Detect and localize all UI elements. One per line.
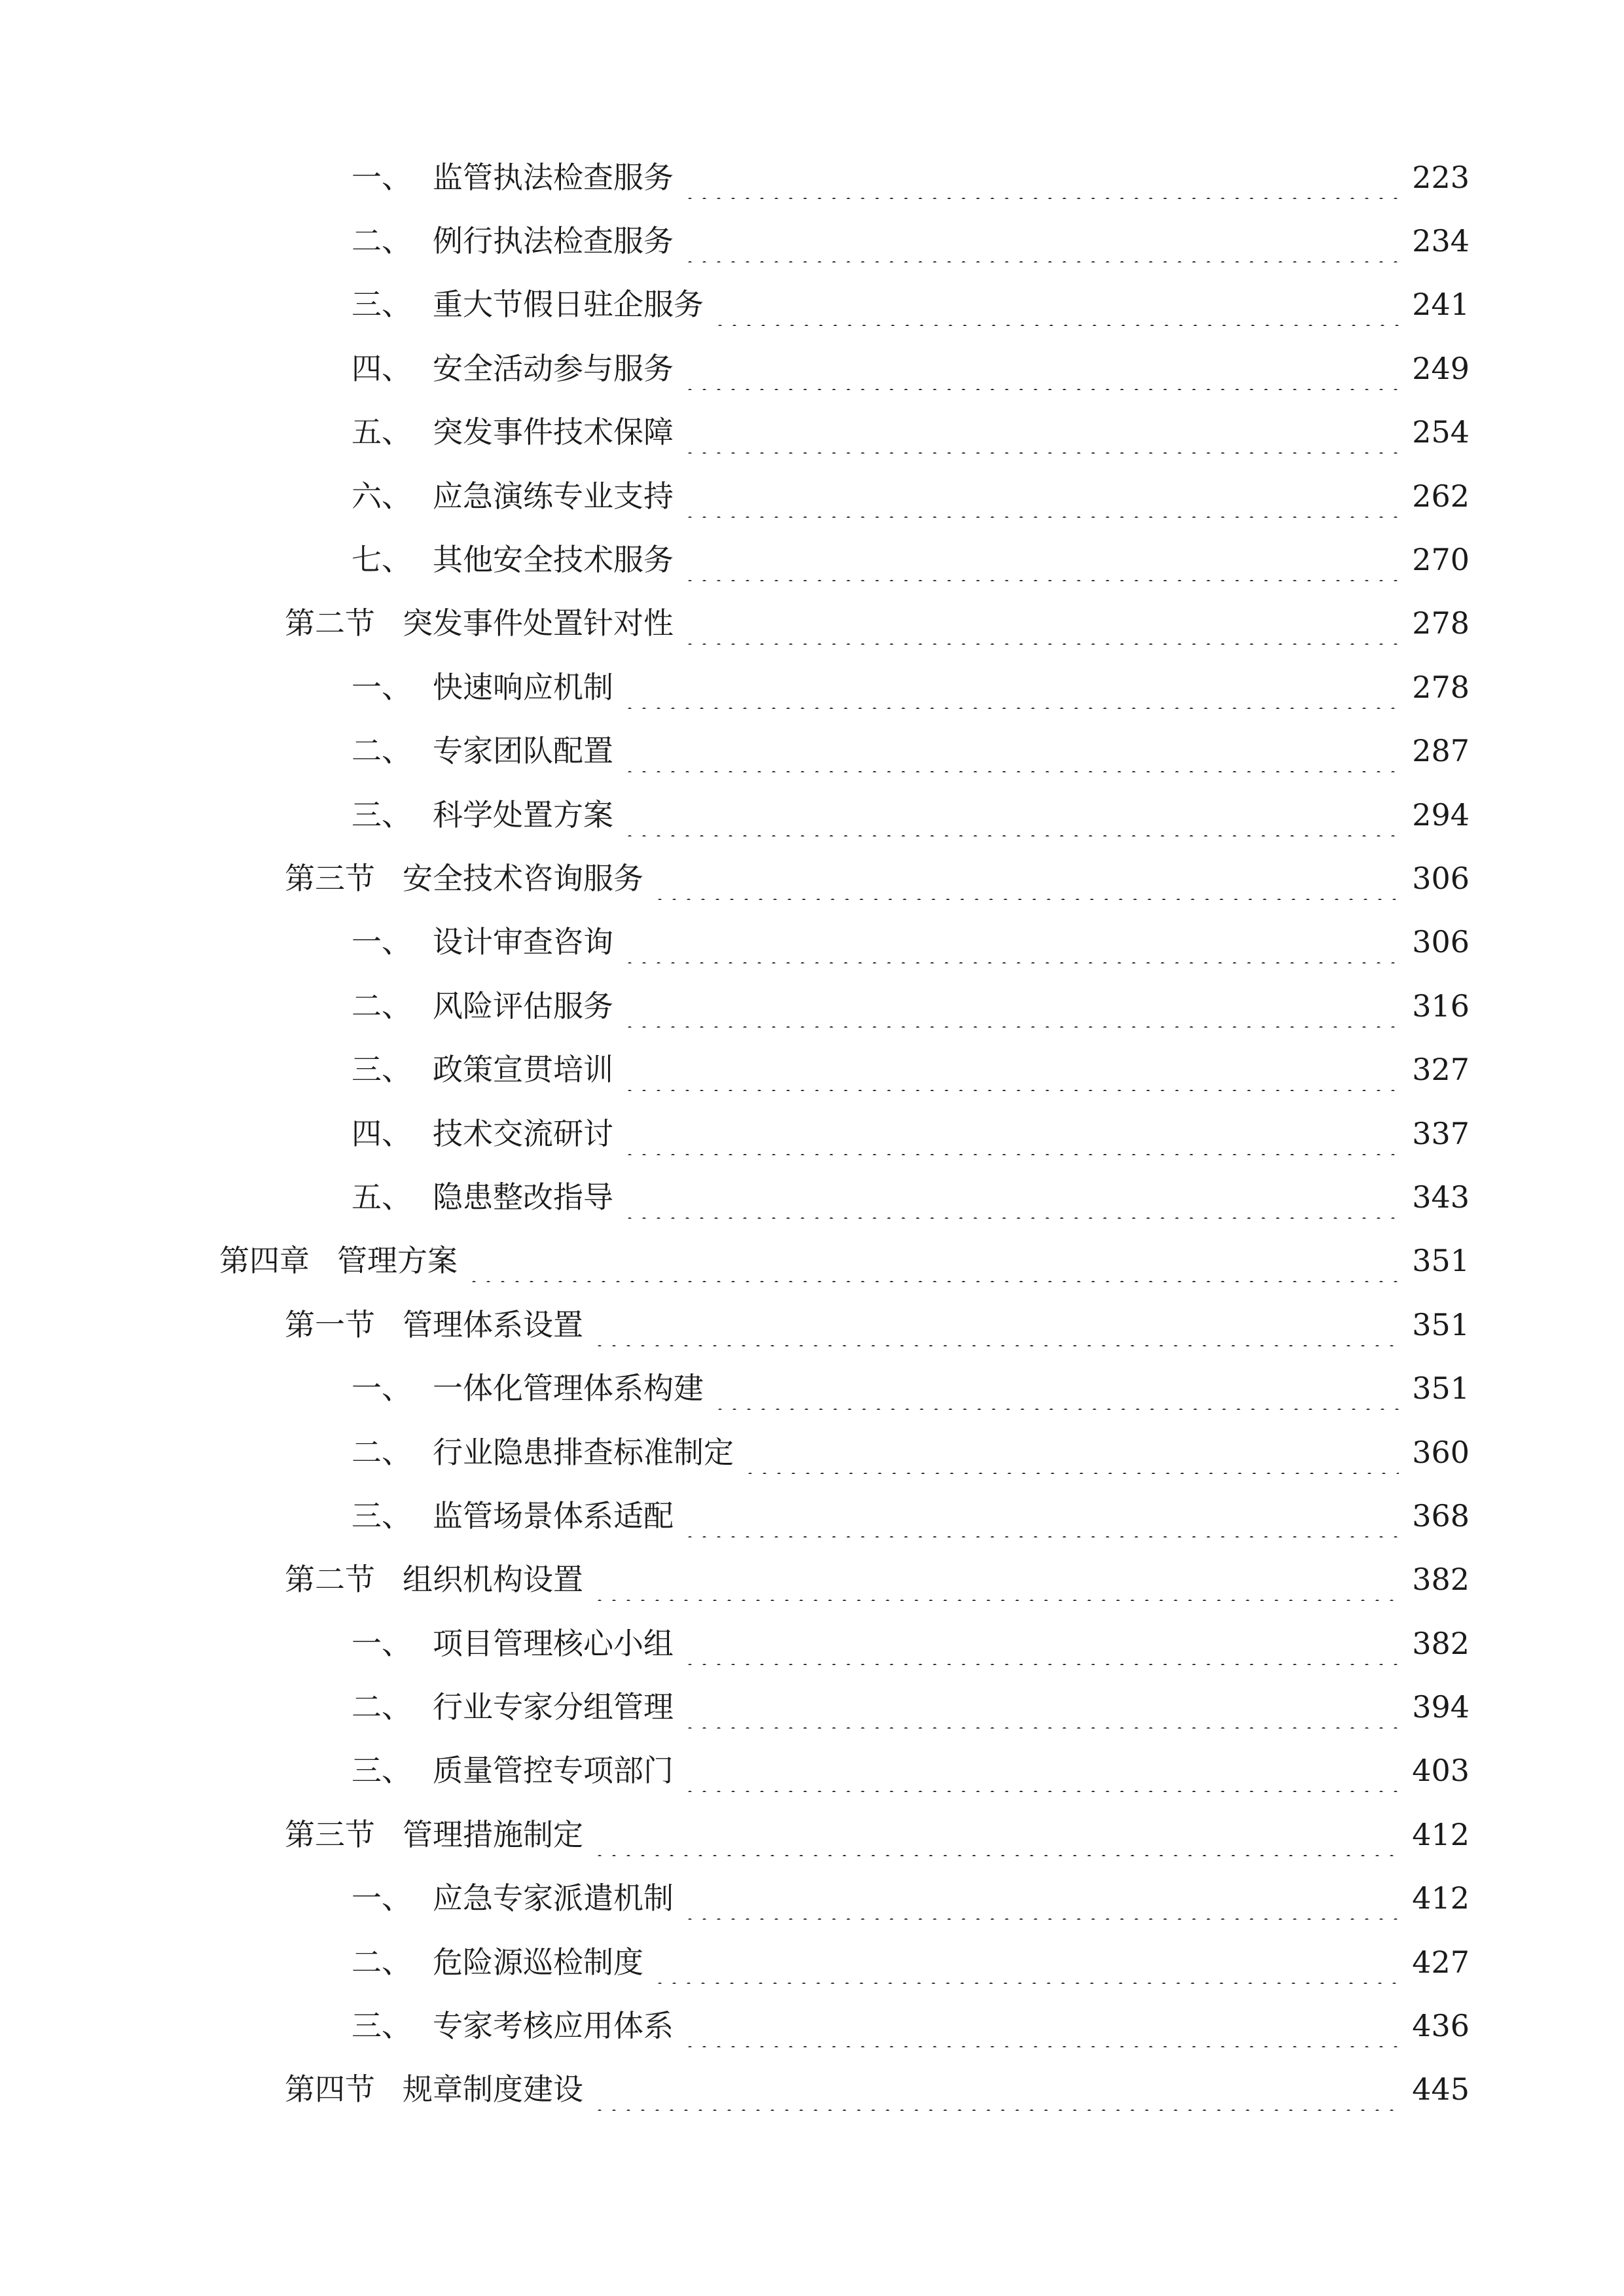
toc-section[interactable] [0,1293,1624,1356]
toc-section[interactable] [0,1803,1624,1866]
toc-section-number: 第二节 [285,605,375,641]
toc-entry-page: 294 [1412,797,1470,833]
toc-entry-number: 六、 [352,478,412,514]
dot-leader [623,997,1399,1028]
toc-section-page: 382 [1412,1562,1470,1598]
toc-entry-title: 监管场景体系适配 [433,1498,674,1534]
dot-leader [592,1826,1399,1856]
toc-entry-page: 254 [1412,414,1470,450]
toc-entry-number: 二、 [352,1434,412,1470]
dot-leader [683,232,1399,262]
dot-leader [683,423,1399,454]
toc-section-number: 第一节 [285,1306,375,1342]
toc-entry-page: 436 [1412,2008,1470,2044]
toc-entry-title: 危险源巡检制度 [433,1944,643,1980]
toc-entry[interactable] [0,1994,1624,2057]
toc-entry-title: 科学处置方案 [433,797,613,833]
toc-entry-number: 一、 [352,1625,412,1661]
toc-section-number: 第二节 [285,1562,375,1598]
toc-entry-title: 应急专家派遣机制 [433,1880,674,1916]
dot-leader [653,1954,1399,1984]
toc-entry[interactable] [0,1484,1624,1547]
toc-entry-page: 403 [1412,1753,1470,1789]
dot-leader [592,1316,1399,1346]
toc-section[interactable] [0,2058,1624,2121]
toc-entry-title: 行业专家分组管理 [433,1689,674,1725]
toc-entry-number: 三、 [352,1052,412,1088]
dot-leader [683,360,1399,390]
toc-entry[interactable] [0,145,1624,209]
toc-entry-number: 三、 [352,2008,412,2044]
toc-entry[interactable] [0,1930,1624,1994]
toc-entry-title: 突发事件技术保障 [433,414,674,450]
toc-entry-page: 427 [1412,1944,1470,1980]
dot-leader [592,1571,1399,1601]
toc-entry[interactable] [0,1165,1624,1229]
toc-chapter-number: 第四章 [219,1243,310,1279]
toc-entry[interactable] [0,783,1624,846]
toc-entry-page: 368 [1412,1498,1470,1534]
toc-section-page: 306 [1412,860,1470,896]
toc-section[interactable] [0,1548,1624,1611]
toc-entry[interactable] [0,1102,1624,1165]
toc-section-title: 安全技术咨询服务 [403,860,643,896]
toc-entry[interactable] [0,1611,1624,1675]
toc-entry-page: 327 [1412,1052,1470,1088]
toc-entry-title: 专家考核应用体系 [433,2008,674,2044]
toc-entry-title: 行业隐患排查标准制定 [433,1434,734,1470]
dot-leader [713,1380,1399,1410]
toc-entry[interactable] [0,1867,1624,1930]
dot-leader [713,296,1399,326]
dot-leader [683,615,1399,645]
dot-leader [623,1189,1399,1219]
dot-leader [623,1125,1399,1155]
toc-section-title: 管理体系设置 [403,1306,583,1342]
toc-section-title: 管理措施制定 [403,1816,583,1852]
toc-entry[interactable] [0,655,1624,719]
toc-entry-number: 二、 [352,733,412,769]
toc-entry-number: 五、 [352,1179,412,1215]
toc-entry-title: 例行执法检查服务 [433,223,674,259]
toc-entry-title: 应急演练专业支持 [433,478,674,514]
toc-chapter-title: 管理方案 [337,1243,458,1279]
toc-chapter-page: 351 [1412,1243,1470,1279]
dot-leader [623,806,1399,836]
toc-section-number: 第四节 [285,2072,375,2108]
table-of-contents [0,145,1624,2121]
toc-section-page: 412 [1412,1816,1470,1852]
dot-leader [683,2017,1399,2047]
toc-section-page: 351 [1412,1306,1470,1342]
dot-leader [653,870,1399,900]
toc-entry-number: 四、 [352,350,412,386]
toc-entry-page: 382 [1412,1625,1470,1661]
toc-entry[interactable] [0,974,1624,1037]
toc-entry-number: 二、 [352,1944,412,1980]
toc-entry[interactable] [0,1420,1624,1484]
toc-entry[interactable] [0,1356,1624,1420]
toc-entry-number: 一、 [352,1880,412,1916]
toc-entry[interactable] [0,401,1624,464]
toc-entry-title: 安全活动参与服务 [433,350,674,386]
toc-entry-page: 306 [1412,924,1470,960]
dot-leader [623,742,1399,772]
dot-leader [592,2081,1399,2111]
toc-entry-page: 360 [1412,1434,1470,1470]
toc-section-title: 突发事件处置针对性 [403,605,674,641]
toc-entry-page: 278 [1412,669,1470,705]
toc-entry-page: 270 [1412,542,1470,578]
toc-entry-number: 三、 [352,287,412,323]
toc-entry-number: 一、 [352,924,412,960]
dot-leader [683,488,1399,518]
toc-entry-number: 一、 [352,669,412,705]
toc-entry-title: 项目管理核心小组 [433,1625,674,1661]
toc-entry-title: 其他安全技术服务 [433,542,674,578]
toc-entry[interactable] [0,719,1624,783]
dot-leader [683,551,1399,581]
dot-leader [683,1507,1399,1537]
toc-entry-number: 三、 [352,797,412,833]
dot-leader [683,1698,1399,1729]
toc-entry-title: 技术交流研讨 [433,1115,613,1151]
toc-section[interactable] [0,846,1624,910]
toc-entry-number: 五、 [352,414,412,450]
dot-leader [623,1061,1399,1091]
toc-entry-page: 412 [1412,1880,1470,1916]
dot-leader [683,1635,1399,1665]
toc-section-title: 组织机构设置 [403,1562,583,1598]
toc-section-page: 445 [1412,2072,1470,2108]
toc-entry-title: 隐患整改指导 [433,1179,613,1215]
toc-entry-page: 394 [1412,1689,1470,1725]
toc-entry-title: 一体化管理体系构建 [433,1371,704,1407]
toc-entry[interactable] [0,464,1624,528]
toc-entry-page: 249 [1412,350,1470,386]
dot-leader [683,1762,1399,1792]
toc-entry[interactable] [0,1675,1624,1738]
toc-entry[interactable] [0,910,1624,974]
dot-leader [467,1252,1399,1282]
toc-entry-page: 234 [1412,223,1470,259]
toc-entry-title: 快速响应机制 [433,669,613,705]
toc-entry-number: 二、 [352,223,412,259]
dot-leader [683,169,1399,199]
dot-leader [683,1890,1399,1920]
toc-entry-title: 设计审查咨询 [433,924,613,960]
toc-entry-page: 343 [1412,1179,1470,1215]
toc-entry-number: 二、 [352,1689,412,1725]
toc-entry[interactable] [0,1739,1624,1803]
toc-chapter[interactable] [0,1229,1624,1293]
toc-entry-number: 一、 [352,1371,412,1407]
toc-section[interactable] [0,592,1624,655]
toc-entry[interactable] [0,273,1624,336]
toc-entry-number: 三、 [352,1753,412,1789]
toc-entry-number: 四、 [352,1115,412,1151]
toc-entry[interactable] [0,336,1624,400]
toc-section-title: 规章制度建设 [403,2072,583,2108]
toc-entry-title: 政策宣贯培训 [433,1052,613,1088]
toc-entry-page: 241 [1412,287,1470,323]
toc-entry-title: 质量管控专项部门 [433,1753,674,1789]
dot-leader [743,1444,1399,1474]
toc-entry[interactable] [0,528,1624,591]
toc-entry[interactable] [0,209,1624,272]
toc-entry-page: 337 [1412,1115,1470,1151]
toc-section-number: 第三节 [285,860,375,896]
toc-section-number: 第三节 [285,1816,375,1852]
toc-entry-page: 223 [1412,159,1470,195]
toc-entry-number: 二、 [352,988,412,1024]
toc-entry-title: 专家团队配置 [433,733,613,769]
toc-entry-number: 三、 [352,1498,412,1534]
toc-entry-page: 316 [1412,988,1470,1024]
toc-entry-number: 一、 [352,159,412,195]
toc-section-page: 278 [1412,605,1470,641]
toc-entry-page: 262 [1412,478,1470,514]
toc-entry-title: 监管执法检查服务 [433,159,674,195]
dot-leader [623,679,1399,709]
toc-entry-page: 351 [1412,1371,1470,1407]
toc-entry-title: 风险评估服务 [433,988,613,1024]
dot-leader [623,933,1399,963]
toc-entry-number: 七、 [352,542,412,578]
toc-entry-page: 287 [1412,733,1470,769]
toc-entry-title: 重大节假日驻企服务 [433,287,704,323]
toc-entry[interactable] [0,1037,1624,1101]
